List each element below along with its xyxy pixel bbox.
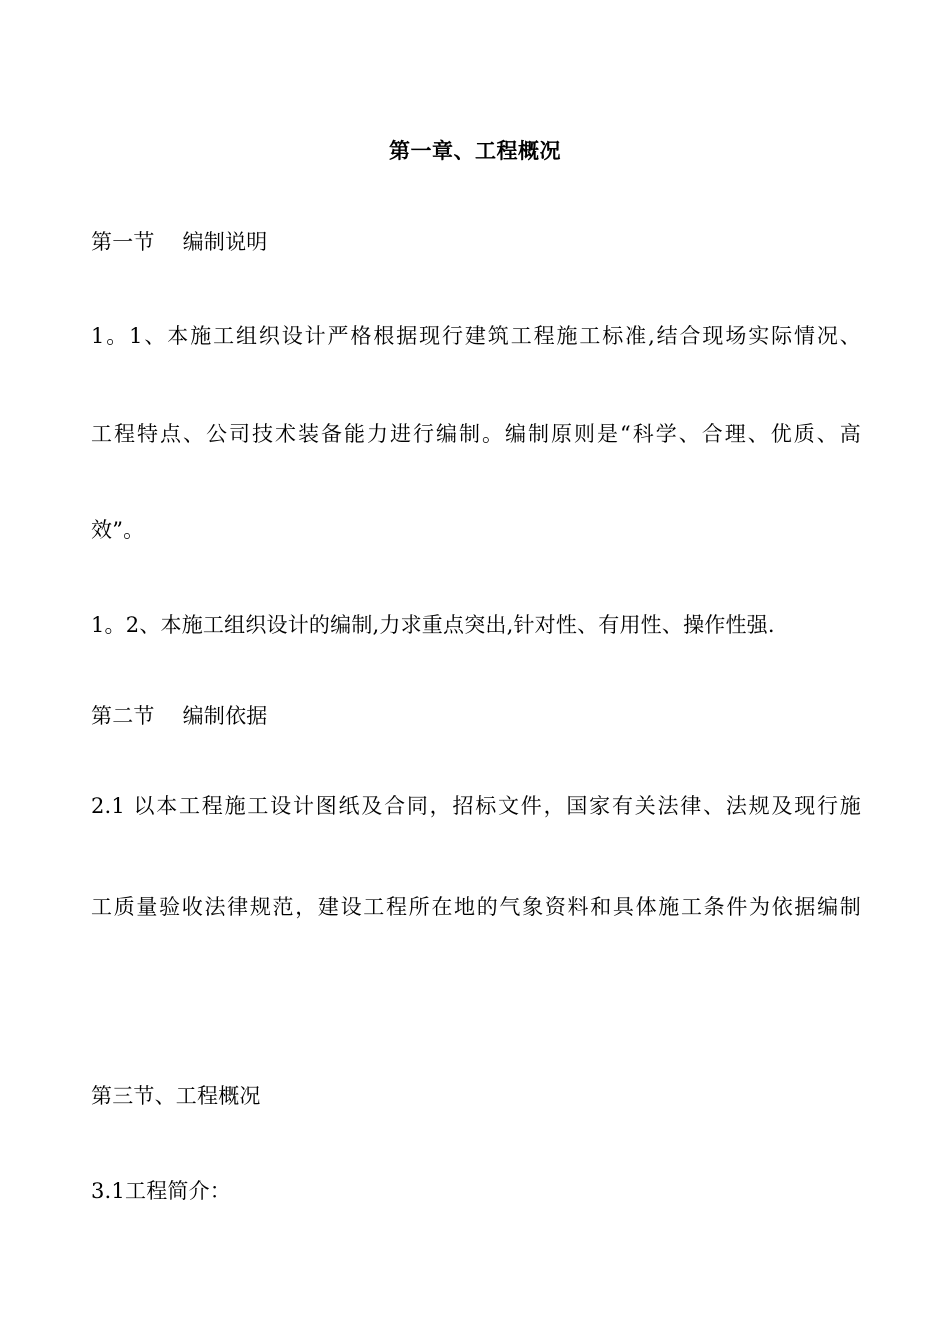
section-heading-1: 第一节 编制说明: [91, 230, 268, 254]
paragraph-1-1-line-3: 效”。: [91, 518, 145, 542]
section-heading-3: 第三节、工程概况: [91, 1084, 261, 1108]
paragraph-2-1-line-2: 工质量验收法律规范，建设工程所在地的气象资料和具体施工条件为依据编制: [91, 895, 861, 919]
section-heading-2: 第二节 编制依据: [91, 704, 268, 728]
chapter-title: 第一章、工程概况: [389, 138, 561, 163]
paragraph-1-2: 1。2、本施工组织设计的编制,力求重点突出,针对性、有用性、操作性强.: [91, 613, 775, 637]
paragraph-1-1-line-1: 1。1、本施工组织设计严格根据现行建筑工程施工标准,结合现场实际情况、: [91, 324, 861, 348]
paragraph-1-1-line-2: 工程特点、公司技术装备能力进行编制。编制原则是“科学、合理、优质、高: [91, 422, 861, 446]
paragraph-2-1-line-1: 2.1 以本工程施工设计图纸及合同，招标文件，国家有关法律、法规及现行施: [91, 794, 861, 818]
paragraph-3-1: 3.1工程简介：: [91, 1179, 231, 1203]
